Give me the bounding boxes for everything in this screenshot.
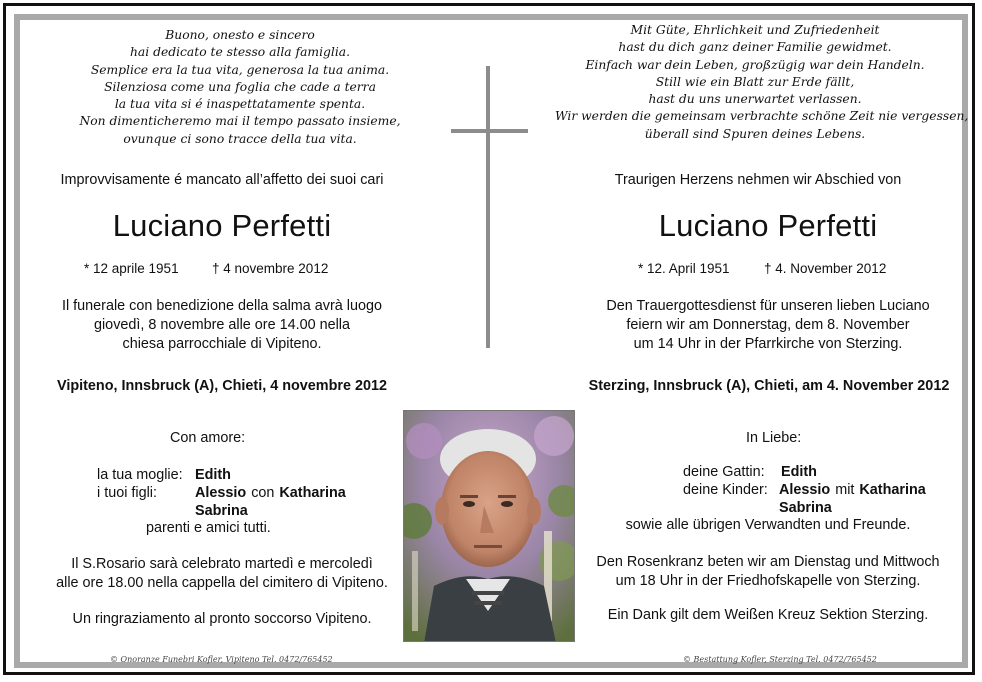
german-birth-date: * 12. April 1951: [638, 261, 730, 276]
italian-death-date: † 4 novembre 2012: [212, 261, 329, 276]
italian-poem-line: hai dedicato te stesso alla famiglia.: [130, 45, 350, 60]
italian-child-1: Alessio: [195, 485, 247, 501]
german-poem: [555, 22, 969, 143]
italian-child-1-join: con: [251, 485, 275, 501]
german-thanks: Ein Dank gilt dem Weißen Kreuz Sektion Sterzing.: [607, 607, 929, 623]
german-child-1: Alessio: [779, 482, 831, 498]
german-rosary-text: [568, 553, 968, 591]
german-intro: Traurigen Herzens nehmen wir Abschied von: [614, 172, 902, 188]
italian-children-label: i tuoi figli:: [97, 485, 157, 501]
italian-child-1-partner: Katharina: [279, 485, 346, 501]
italian-funeral-line: chiesa parrocchiale di Vipiteno.: [122, 336, 322, 352]
italian-poem-line: Semplice era la tua vita, generosa la tua anima.: [90, 62, 390, 77]
italian-thanks: Un ringraziamento al pronto soccorso Vipiteno.: [72, 611, 372, 627]
italian-rosary-text: [22, 555, 422, 593]
german-funeral-line: um 14 Uhr in der Pfarrkirche von Sterzing.: [633, 336, 903, 352]
italian-poem-line: Non dimenticheremo mai il tempo passato insieme,: [79, 114, 401, 129]
italian-poem: [50, 27, 430, 148]
portrait-photo: [403, 410, 575, 642]
german-funeral-line: feiern wir am Donnerstag, dem 8. November: [626, 317, 910, 333]
german-rosary-line: um 18 Uhr in der Friedhofskapelle von Sterzing.: [615, 573, 921, 589]
german-poem-line: Still wie ein Blatt zur Erde fällt,: [655, 74, 855, 89]
italian-family-list: [97, 466, 346, 520]
german-poem-line: hast du uns unerwartet verlassen.: [648, 92, 862, 107]
german-funeral-text: [568, 297, 968, 354]
german-deceased-name: Luciano Perfetti: [658, 208, 878, 243]
german-others: sowie alle übrigen Verwandten und Freunde.: [625, 517, 911, 533]
italian-intro: Improvvisamente é mancato all’affetto dei suoi cari: [60, 172, 384, 188]
cross-vertical: [486, 66, 490, 348]
italian-wife-label: la tua moglie:: [97, 467, 183, 483]
italian-poem-line: Silenziosa come una foglia che cade a terra: [104, 79, 376, 94]
cross-horizontal: [451, 129, 528, 133]
german-footer: © Bestattung Kofler, Sterzing Tel. 0472/765452: [683, 655, 877, 664]
italian-poem-line: ovunque ci sono tracce della tua vita.: [123, 131, 357, 146]
italian-place-date: Vipiteno, Innsbruck (A), Chieti, 4 novembre 2012: [56, 378, 387, 394]
italian-funeral-line: Il funerale con benedizione della salma avrà luogo: [61, 298, 382, 314]
german-rosary-line: Den Rosenkranz beten wir am Dienstag und Mittwoch: [596, 554, 940, 570]
german-child-2: Sabrina: [779, 500, 832, 516]
german-poem-line: Wir werden die gemeinsam verbrachte schöne Zeit nie vergessen,: [555, 109, 969, 124]
italian-child-2: Sabrina: [195, 503, 248, 519]
italian-with-love: Con amore:: [170, 430, 246, 446]
german-poem-line: hast du dich ganz deiner Familie gewidmet.: [618, 40, 892, 55]
italian-poem-line: la tua vita si é inaspettatamente spenta.: [114, 97, 366, 112]
italian-deceased-name: Luciano Perfetti: [112, 208, 332, 243]
german-death-date: † 4. November 2012: [764, 261, 887, 276]
german-children-label: deine Kinder:: [683, 482, 768, 498]
german-wife-label: deine Gattin:: [683, 464, 765, 480]
german-wife-name: Edith: [781, 464, 817, 480]
german-place-date: Sterzing, Innsbruck (A), Chieti, am 4. November 2012: [588, 378, 950, 394]
italian-funeral-text: [22, 297, 422, 354]
german-poem-line: Einfach war dein Leben, großzügig war dein Handeln.: [585, 57, 925, 72]
italian-footer: © Onoranze Funebri Kofler, Vipiteno Tel. 0472/765452: [110, 655, 333, 664]
italian-others: parenti e amici tutti.: [146, 520, 271, 536]
italian-birth-date: * 12 aprile 1951: [84, 261, 179, 276]
italian-funeral-line: giovedì, 8 novembre alle ore 14.00 nella: [93, 317, 350, 333]
italian-rosary-line: alle ore 18.00 nella cappella del cimitero di Vipiteno.: [56, 575, 388, 591]
italian-rosary-line: Il S.Rosario sarà celebrato martedì e mercoledì: [71, 556, 373, 572]
german-family-list: [683, 463, 926, 517]
german-child-1-join: mit: [835, 482, 855, 498]
german-with-love: In Liebe:: [746, 430, 802, 446]
german-child-1-partner: Katharina: [859, 482, 926, 498]
german-funeral-line: Den Trauergottesdienst für unseren lieben Luciano: [606, 298, 930, 314]
italian-poem-line: Buono, onesto e sincero: [165, 28, 315, 42]
italian-wife-name: Edith: [195, 467, 231, 483]
german-poem-line: überall sind Spuren deines Lebens.: [644, 126, 866, 141]
german-poem-line: Mit Güte, Ehrlichkeit und Zufriedenheit: [630, 23, 880, 37]
